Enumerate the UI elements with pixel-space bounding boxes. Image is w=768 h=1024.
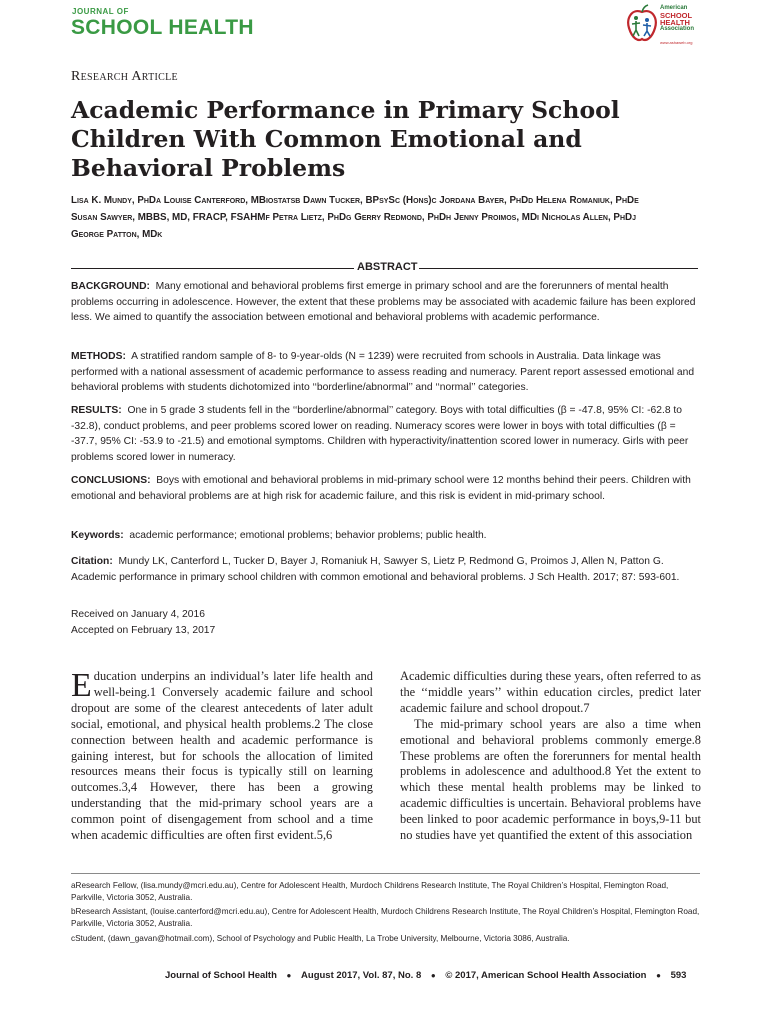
apple-figures-icon (626, 4, 658, 44)
intro-paragraph: ducation underpins an individual’s later life health and well-being.1 Conversely academic failure and school dropout are some of the clearest antecedents of later adult social, emotional, and physical health problems.2 The close connection between health and academic performance is gaining interest, but for schools the allocation of limited resources means their focus is typically still on learning outcomes.3,4 However, there has been a growing understanding that the mid-primary school years are a common point of disengagement from school and a time when academic difficulties are often first evident.5,6 (71, 669, 373, 843)
logo-line-2: SCHOOL (660, 11, 693, 20)
footnote-a: aResearch Fellow, (lisa.mundy@mcri.edu.au), Centre for Adolescent Health, Murdoch Childrens Research Institute, The Royal Children’s Hospital, Flemington Road, Parkville, Victoria 3052, Australia. (71, 881, 669, 902)
keywords-label: Keywords: (71, 530, 124, 541)
body-column-right (400, 669, 701, 844)
abstract-divider-left (71, 268, 354, 269)
abstract-results (71, 403, 701, 465)
abstract-divider-right (419, 268, 698, 269)
methods-label: METHODS: (71, 351, 126, 362)
footer-issue: August 2017, Vol. 87, No. 8 (301, 970, 422, 981)
abstract-background (71, 279, 701, 326)
abstract-methods (71, 349, 701, 396)
citation-label: Citation: (71, 556, 113, 567)
logo-line-3: HEALTH (660, 18, 690, 27)
logo-line-1: American (660, 5, 688, 11)
page-number: 593 (670, 970, 687, 981)
abstract-conclusions (71, 473, 701, 504)
received-date: Received on January 4, 2016 (71, 609, 205, 620)
citation (71, 554, 701, 585)
conclusions-label: CONCLUSIONS: (71, 475, 151, 486)
accepted-date: Accepted on February 13, 2017 (71, 625, 216, 636)
asha-url: www.ashaweb.org (660, 40, 693, 45)
footnote-c: cStudent, (dawn_gavan@hotmail.com), School of Psychology and Public Health, La Trobe University, Melbourne, Victoria 3086, Australia. (71, 934, 570, 943)
article-title: Academic Performance in Primary School Children With Common Emotional and Behavioral Problems (71, 96, 620, 182)
drop-cap: E (71, 667, 92, 704)
conclusions-text: Boys with emotional and behavioral problems in mid-primary school were 12 months behind their peers. Children with emotional and behavioral problems are at high risk for academic failure, and this risk is evident in mid-primary school. (71, 475, 691, 502)
footer-bullet-icon: ● (430, 971, 436, 980)
keywords (71, 528, 701, 544)
methods-text: A stratified random sample of 8- to 9-year-olds (N = 1239) were recruited from schools in Australia. Data linkage was performed with a national assessment of academic performance to assess reading and numeracy. Parent report assessed emotional and behavioral problems with students dichotomized into ‘‘borderline/abnormal’’ and ‘‘normal’’ categories. (71, 351, 695, 394)
results-label: RESULTS: (71, 405, 122, 416)
right-paragraph-2: The mid-primary school years are also a time when emotional and behavioral problems commonly emerge.8 These problems are often the forerunners for mental health problems in adolescence and adulthood.8 Yet the extent to which these mental health problems may be linked to academic difficulties is uncertain. Behavioral problems have been linked to poor academic performance in boys,9-11 but no studies have yet quantified the extent of this association (400, 716, 701, 843)
logo-line-4: Association (660, 26, 695, 32)
abstract-heading: ABSTRACT (357, 261, 418, 273)
page-footer (165, 970, 686, 981)
authors-line-2: Susan Sawyer, MBBS, MD, FRACP, FSAHMf Petra Lietz, PhDg Gerry Redmond, PhDh Jenny Proimos, MDi Nicholas Allen, PhDj (71, 212, 636, 223)
journal-name-small: JOURNAL OF (72, 7, 129, 16)
right-paragraph-1: Academic difficulties during these years, often referred to as the ‘‘middle years’’ within education circles, predict later academic failure and school dropout.7 (400, 669, 701, 715)
results-text: One in 5 grade 3 students fell in the ‘‘borderline/abnormal’’ category. Boys with total difficulties (β = -47.8, 95% CI: -62.8 to -32.8), conduct problems, and peer problems scored lower on reading. Numeracy scores were lower in boys with total difficulties (β = -37.7, 95% CI: -53.9 to -21.5) and emotional symptoms. Children with hyperactivity/inattention scored lower in numeracy. Girls with peer problems scored lower in numeracy. (71, 405, 689, 463)
footnote-divider (71, 873, 700, 874)
section-label: Research Article (71, 69, 178, 84)
keywords-text: academic performance; emotional problems; behavior problems; public health. (129, 530, 487, 541)
asha-logo-text (660, 5, 694, 33)
authors-line-3: George Patton, MDk (71, 229, 163, 240)
journal-name: SCHOOL HEALTH (71, 16, 254, 39)
footer-bullet-icon: ● (286, 971, 292, 980)
body-column-left (71, 669, 373, 844)
authors-line-1: Lisa K. Mundy, PhDa Louise Canterford, MBiostatsb Dawn Tucker, BPsySc (Hons)c Jordana Bayer, PhDd Helena Romaniuk, PhDe (71, 195, 639, 206)
background-text: Many emotional and behavioral problems first emerge in primary school and are the forerunners of mental health problems occurring in adolescence. However, the extent that these problems may be associated with academic failure has been explored less. We aimed to quantify the association between emotional and behavioral problems with academic performance. (71, 281, 696, 324)
footnote-b: bResearch Assistant, (louise.canterford@mcri.edu.au), Centre for Adolescent Health, Murdoch Childrens Research Institute, The Royal Children’s Hospital, Flemington Road, Parkville, Victoria 3052, Australia. (71, 907, 700, 928)
footer-journal: Journal of School Health (165, 970, 277, 981)
footer-copyright: © 2017, American School Health Association (445, 970, 647, 981)
asha-logo (626, 4, 704, 46)
footer-bullet-icon: ● (656, 971, 661, 980)
citation-text: Mundy LK, Canterford L, Tucker D, Bayer J, Romaniuk H, Sawyer S, Lietz P, Redmond G, Proimos J, Allen N, Patton G. Academic performance in primary school children with common emotional and behavioral problems. J Sch Health. 2017; 87: 593-601. (71, 556, 680, 583)
background-label: BACKGROUND: (71, 281, 150, 292)
